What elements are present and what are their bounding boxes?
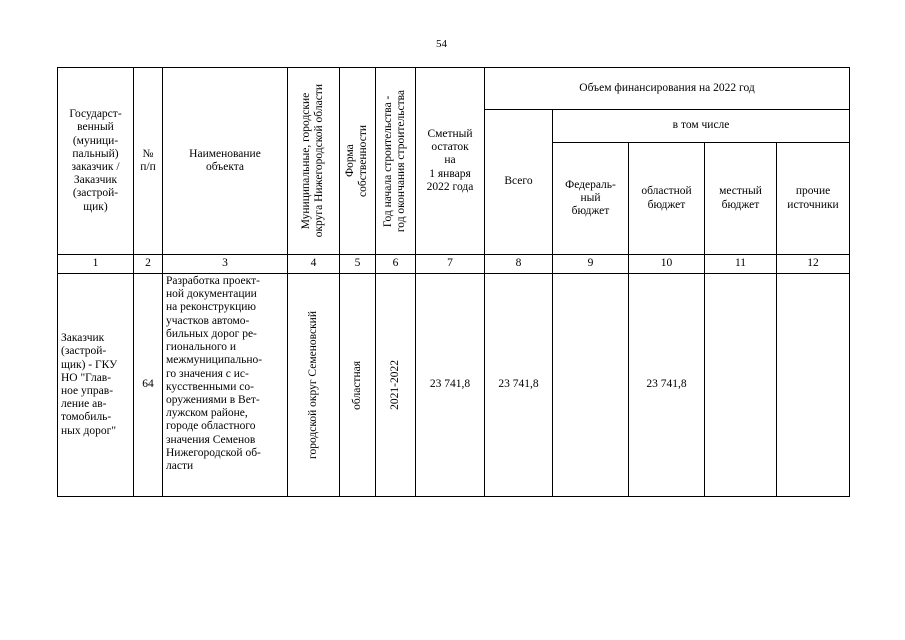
row-estimate: 23 741,8 [416,274,485,497]
row-municipality-cell [288,274,340,497]
header-municipality-cell [288,68,340,255]
financing-table [57,67,850,497]
column-number: 1 [58,255,134,274]
page-number: 54 [436,38,447,50]
header-row [58,68,850,110]
row-local [705,274,777,497]
row-ownership-cell [340,274,376,497]
column-number: 11 [705,255,777,274]
column-numbers-row [58,255,850,274]
row-regional: 23 741,8 [629,274,705,497]
column-number: 10 [629,255,705,274]
column-number: 9 [553,255,629,274]
header-regional: областной бюджет [629,143,705,255]
row-municipality: городской округ Семеновский [306,311,319,459]
header-other: прочие источники [777,143,850,255]
column-number: 12 [777,255,850,274]
header-object-name: Наименование объекта [163,68,288,255]
row-ownership: областная [350,360,363,410]
row-years-cell [376,274,416,497]
row-customer: Заказчик (застрой- щик) - ГКУ НО "Глав- ное управ- ление ав- томобиль- ных дорог" [58,274,134,497]
header-financing: Объем финансирования на 2022 год [485,68,850,110]
column-number: 5 [340,255,376,274]
row-federal [553,274,629,497]
column-number: 6 [376,255,416,274]
header-municipality: Муниципальные, городские округа Нижегородской области [300,84,326,238]
header-ownership-cell [340,68,376,255]
row-object-name: Разработка проект- ной документации на реконструкцию участков автомо- бильных дорог ре- гионального и межмуниципально- го значения с ис- кусственными со- оружениями в Вет- лужском районе, городе областного значения Семенов Нижегородской об- ласти [163,274,288,497]
header-estimate: Сметный остаток на 1 января 2022 года [416,68,485,255]
header-num: № п/п [134,68,163,255]
column-number: 2 [134,255,163,274]
header-ownership: Форма собственности [344,125,370,197]
header-total: Всего [485,110,553,255]
table-row [58,274,850,497]
header-years: Год начала строительства - год окончания строительства [382,89,408,233]
row-total: 23 741,8 [485,274,553,497]
header-federal: Федераль- ный бюджет [553,143,629,255]
row-years: 2021-2022 [388,360,401,410]
header-local: местный бюджет [705,143,777,255]
row-other [777,274,850,497]
row-num: 64 [134,274,163,497]
column-number: 7 [416,255,485,274]
column-number: 3 [163,255,288,274]
header-customer: Государст- венный (муници- пальный) заказчик / Заказчик (застрой- щик) [58,68,134,255]
column-number: 8 [485,255,553,274]
header-including: в том числе [553,110,850,143]
header-years-cell [376,68,416,255]
column-number: 4 [288,255,340,274]
